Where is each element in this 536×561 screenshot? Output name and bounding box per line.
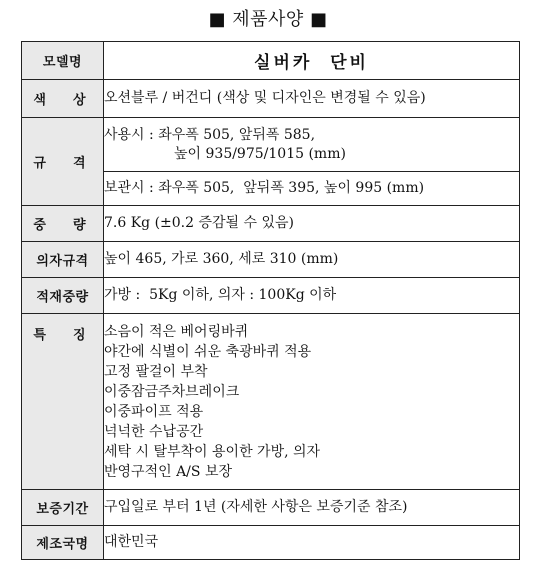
spec-row-size-use — [22, 118, 520, 172]
list-item: 고정 팔걸이 부착 — [104, 363, 208, 380]
spec-row-load — [22, 278, 520, 314]
list-item: 반영구적인 A/S 보장 — [104, 463, 232, 480]
features-label: 특 징 — [22, 314, 104, 490]
page-title: ■ 제품사양 ■ — [208, 9, 328, 30]
spec-table — [21, 41, 520, 560]
chair-size-value: 높이 465, 가로 360, 세로 310 (mm) — [104, 242, 520, 278]
size-in-use — [104, 118, 520, 172]
list-item: 이중파이프 적용 — [104, 403, 204, 420]
size-label: 규 격 — [22, 118, 104, 206]
list-item: 이중잠금주차브레이크 — [104, 383, 240, 400]
weight-label: 중 량 — [22, 206, 104, 242]
weight-value: 7.6 Kg (±0.2 증감될 수 있음) — [104, 206, 520, 242]
list-item: 야간에 식별이 쉬운 축광바퀴 적용 — [104, 343, 312, 360]
spec-row-chair-size — [22, 242, 520, 278]
load-label: 적재중량 — [22, 278, 104, 314]
spec-row-origin — [22, 526, 520, 560]
size-storage: 보관시 : 좌우폭 505, 앞뒤폭 395, 높이 995 (mm) — [104, 172, 520, 206]
spec-row-weight — [22, 206, 520, 242]
color-label: 색 상 — [22, 80, 104, 118]
list-item: 세탁 시 탈부착이 용이한 가방, 의자 — [104, 443, 321, 460]
list-item: 넉넉한 수납공간 — [104, 423, 204, 440]
chair-size-label: 의자규격 — [22, 242, 104, 278]
color-value: 오션블루 / 버건디 (색상 및 디자인은 변경될 수 있음) — [104, 80, 520, 118]
origin-label: 제조국명 — [22, 526, 104, 560]
features-list — [104, 314, 520, 490]
warranty-value: 구입일로 부터 1년 (자세한 사항은 보증기준 참조) — [104, 490, 520, 526]
load-value: 가방 : 5Kg 이하, 의자 : 100Kg 이하 — [104, 278, 520, 314]
size-in-use-line2: 높이 935/975/1015 (mm) — [174, 145, 346, 162]
spec-row-features — [22, 314, 520, 490]
warranty-label: 보증기간 — [22, 490, 104, 526]
origin-value: 대한민국 — [104, 526, 520, 560]
list-item: 소음이 적은 베어링바퀴 — [104, 323, 249, 340]
spec-row-warranty — [22, 490, 520, 526]
model-value: 실버카 단비 — [104, 42, 520, 80]
size-in-use-line1: 사용시 : 좌우폭 505, 앞뒤폭 585, — [104, 126, 316, 143]
model-label: 모델명 — [22, 42, 104, 80]
spec-row-model — [22, 42, 520, 80]
spec-row-color — [22, 80, 520, 118]
